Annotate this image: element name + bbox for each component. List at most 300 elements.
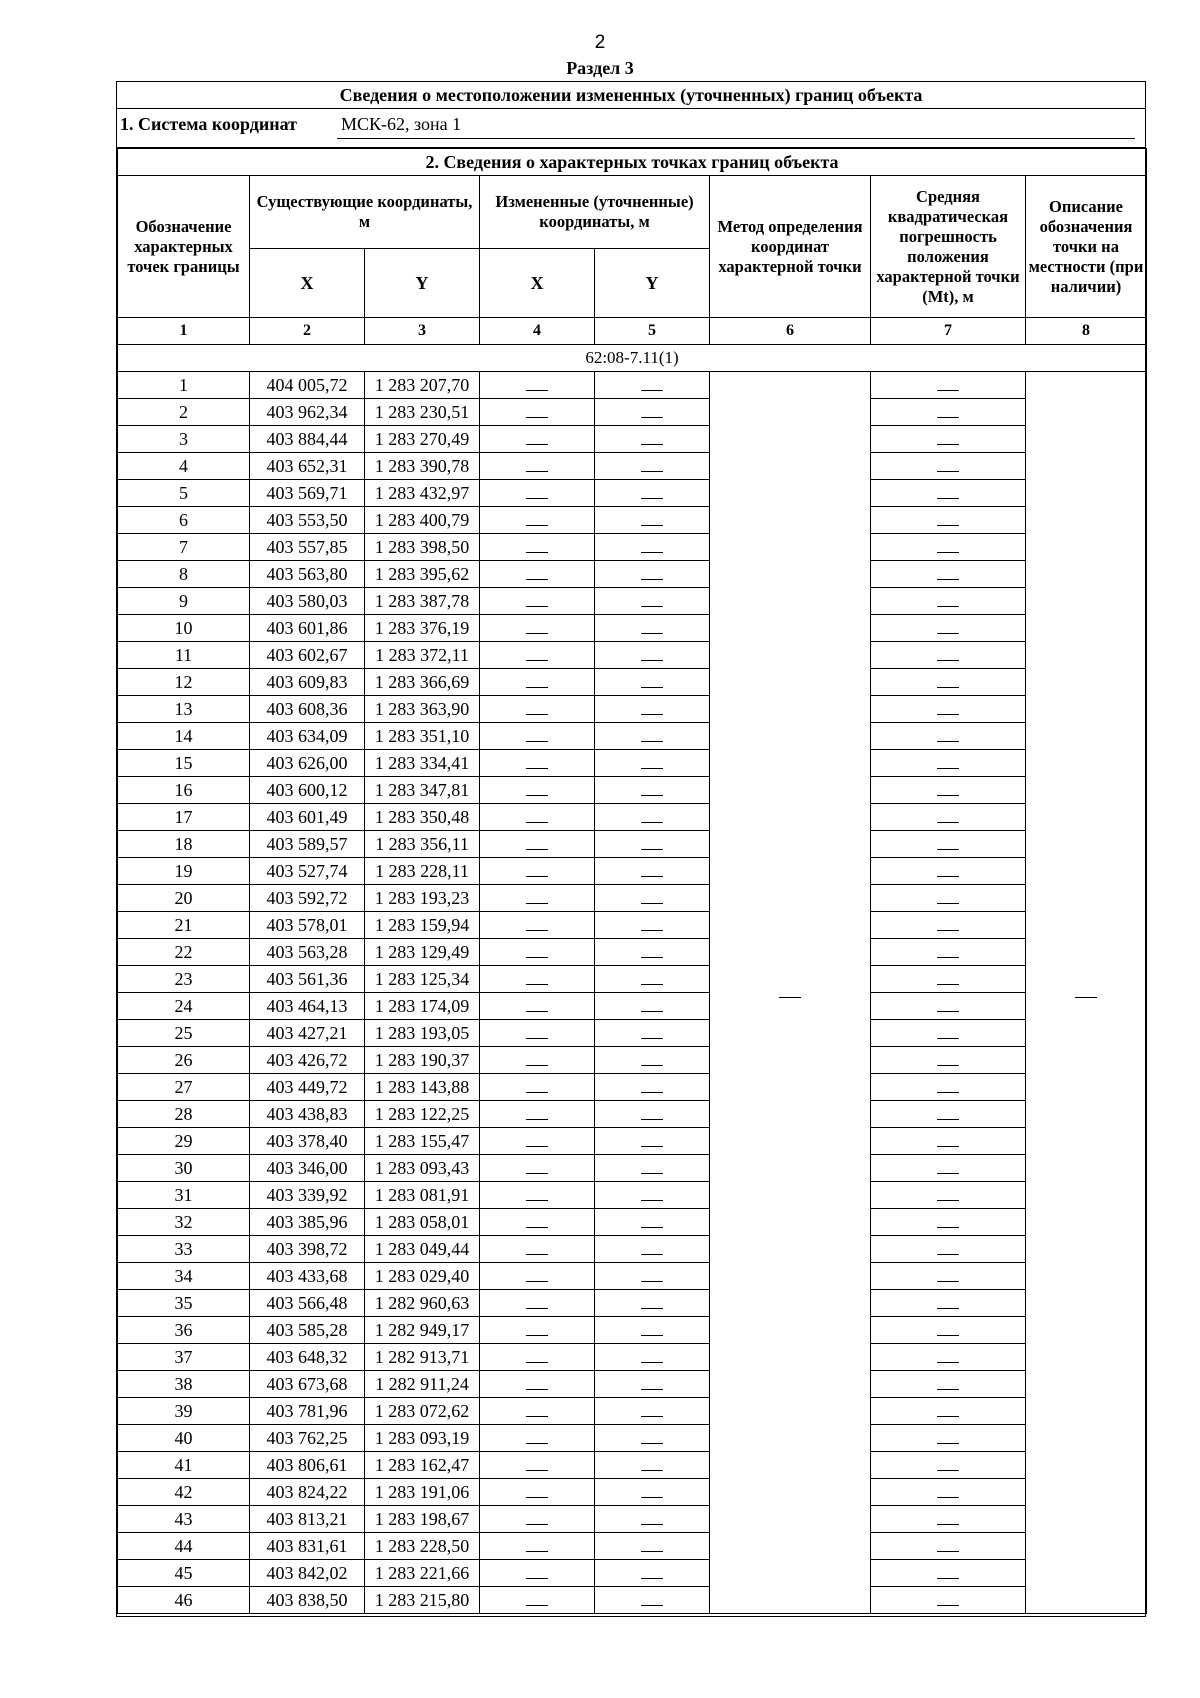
dash-mark xyxy=(937,822,959,823)
mean-error xyxy=(871,1533,1026,1560)
existing-x: 403 557,85 xyxy=(250,534,365,561)
dash-mark xyxy=(937,1038,959,1039)
existing-y: 1 283 395,62 xyxy=(365,561,480,588)
point-number: 34 xyxy=(118,1263,250,1290)
mean-error xyxy=(871,561,1026,588)
changed-y xyxy=(595,399,710,426)
table-row xyxy=(118,1290,1147,1317)
changed-y xyxy=(595,507,710,534)
changed-y xyxy=(595,1398,710,1425)
point-number: 8 xyxy=(118,561,250,588)
cadastral-group-label: 62:08-7.11(1) xyxy=(118,345,1147,372)
changed-x xyxy=(480,534,595,561)
changed-y xyxy=(595,966,710,993)
existing-x: 404 005,72 xyxy=(250,372,365,399)
dash-mark xyxy=(526,1308,548,1309)
existing-y: 1 283 350,48 xyxy=(365,804,480,831)
table-row xyxy=(118,669,1147,696)
existing-x: 403 438,83 xyxy=(250,1101,365,1128)
dash-mark xyxy=(641,1551,663,1552)
dash-mark xyxy=(641,768,663,769)
dash-mark xyxy=(641,525,663,526)
dash-mark xyxy=(937,444,959,445)
dash-mark xyxy=(526,903,548,904)
table-row xyxy=(118,615,1147,642)
changed-x xyxy=(480,642,595,669)
mean-error xyxy=(871,1317,1026,1344)
points-section-title: 2. Сведения о характерных точках границ объекта xyxy=(118,149,1147,176)
mean-error xyxy=(871,1452,1026,1479)
point-number: 14 xyxy=(118,723,250,750)
existing-x: 403 527,74 xyxy=(250,858,365,885)
dash-mark xyxy=(641,1389,663,1390)
changed-y xyxy=(595,1371,710,1398)
existing-x: 403 842,02 xyxy=(250,1560,365,1587)
point-number: 7 xyxy=(118,534,250,561)
existing-x: 403 378,40 xyxy=(250,1128,365,1155)
mean-error xyxy=(871,804,1026,831)
changed-y xyxy=(595,804,710,831)
point-number: 46 xyxy=(118,1587,250,1614)
point-number: 33 xyxy=(118,1236,250,1263)
existing-y: 1 283 143,88 xyxy=(365,1074,480,1101)
header-method: Метод определения координат характерной точки xyxy=(710,176,871,318)
mean-error xyxy=(871,1209,1026,1236)
changed-x xyxy=(480,588,595,615)
table-row xyxy=(118,939,1147,966)
existing-y: 1 283 432,97 xyxy=(365,480,480,507)
changed-x xyxy=(480,1128,595,1155)
changed-x xyxy=(480,696,595,723)
changed-y xyxy=(595,561,710,588)
dash-mark xyxy=(526,1281,548,1282)
changed-x xyxy=(480,1209,595,1236)
changed-y xyxy=(595,588,710,615)
table-row xyxy=(118,885,1147,912)
existing-x: 403 602,67 xyxy=(250,642,365,669)
changed-y xyxy=(595,1506,710,1533)
mean-error xyxy=(871,1101,1026,1128)
dash-mark xyxy=(526,1119,548,1120)
changed-y xyxy=(595,1425,710,1452)
point-number: 21 xyxy=(118,912,250,939)
changed-x xyxy=(480,1236,595,1263)
point-number: 11 xyxy=(118,642,250,669)
existing-y: 1 283 366,69 xyxy=(365,669,480,696)
point-number: 19 xyxy=(118,858,250,885)
existing-y: 1 283 122,25 xyxy=(365,1101,480,1128)
changed-y xyxy=(595,1020,710,1047)
changed-x xyxy=(480,1344,595,1371)
dash-mark xyxy=(1075,997,1097,998)
changed-x xyxy=(480,399,595,426)
existing-x: 403 433,68 xyxy=(250,1263,365,1290)
mean-error xyxy=(871,372,1026,399)
table-row xyxy=(118,858,1147,885)
point-number: 10 xyxy=(118,615,250,642)
column-number: 8 xyxy=(1026,318,1147,345)
point-number: 24 xyxy=(118,993,250,1020)
changed-y xyxy=(595,480,710,507)
existing-y: 1 283 193,23 xyxy=(365,885,480,912)
changed-x xyxy=(480,993,595,1020)
table-row xyxy=(118,1074,1147,1101)
changed-y xyxy=(595,858,710,885)
point-number: 9 xyxy=(118,588,250,615)
underline xyxy=(337,138,1135,139)
dash-mark xyxy=(937,1497,959,1498)
table-row xyxy=(118,723,1147,750)
mean-error xyxy=(871,534,1026,561)
dash-mark xyxy=(526,1065,548,1066)
changed-x xyxy=(480,1587,595,1614)
dash-mark xyxy=(641,660,663,661)
dash-mark xyxy=(641,417,663,418)
column-number: 2 xyxy=(250,318,365,345)
mean-error xyxy=(871,1236,1026,1263)
existing-y: 1 283 125,34 xyxy=(365,966,480,993)
point-number: 36 xyxy=(118,1317,250,1344)
mean-error xyxy=(871,1290,1026,1317)
existing-x: 403 589,57 xyxy=(250,831,365,858)
existing-x: 403 346,00 xyxy=(250,1155,365,1182)
point-number: 6 xyxy=(118,507,250,534)
table-row xyxy=(118,426,1147,453)
mean-error xyxy=(871,1506,1026,1533)
dash-mark xyxy=(641,606,663,607)
table-row xyxy=(118,804,1147,831)
dash-mark xyxy=(641,1443,663,1444)
table-row xyxy=(118,993,1147,1020)
changed-y xyxy=(595,372,710,399)
dash-mark xyxy=(641,579,663,580)
mean-error xyxy=(871,1479,1026,1506)
point-number: 26 xyxy=(118,1047,250,1074)
point-number: 44 xyxy=(118,1533,250,1560)
point-number: 16 xyxy=(118,777,250,804)
existing-y: 1 283 191,06 xyxy=(365,1479,480,1506)
changed-y xyxy=(595,1587,710,1614)
existing-x: 403 813,21 xyxy=(250,1506,365,1533)
column-number: 4 xyxy=(480,318,595,345)
dash-mark xyxy=(641,1200,663,1201)
point-number: 39 xyxy=(118,1398,250,1425)
dash-mark xyxy=(641,687,663,688)
dash-mark xyxy=(937,498,959,499)
table-row xyxy=(118,588,1147,615)
page-number: 2 xyxy=(594,32,606,53)
dash-mark xyxy=(937,1605,959,1606)
existing-y: 1 283 207,70 xyxy=(365,372,480,399)
changed-y xyxy=(595,1452,710,1479)
mean-error xyxy=(871,1398,1026,1425)
dash-mark xyxy=(937,795,959,796)
dash-mark xyxy=(526,1416,548,1417)
existing-y: 1 283 129,49 xyxy=(365,939,480,966)
dash-mark xyxy=(641,1065,663,1066)
dash-mark xyxy=(641,1416,663,1417)
coordinate-system-row xyxy=(117,109,1145,148)
existing-y: 1 283 363,90 xyxy=(365,696,480,723)
point-number: 32 xyxy=(118,1209,250,1236)
changed-x xyxy=(480,561,595,588)
changed-y xyxy=(595,723,710,750)
existing-y: 1 283 159,94 xyxy=(365,912,480,939)
dash-mark xyxy=(526,876,548,877)
mean-error xyxy=(871,723,1026,750)
existing-x: 403 464,13 xyxy=(250,993,365,1020)
point-number: 5 xyxy=(118,480,250,507)
existing-y: 1 283 400,79 xyxy=(365,507,480,534)
point-number: 4 xyxy=(118,453,250,480)
existing-y: 1 283 174,09 xyxy=(365,993,480,1020)
existing-x: 403 762,25 xyxy=(250,1425,365,1452)
changed-x xyxy=(480,1452,595,1479)
changed-y xyxy=(595,1290,710,1317)
existing-y: 1 283 081,91 xyxy=(365,1182,480,1209)
dash-mark xyxy=(937,552,959,553)
existing-y: 1 283 376,19 xyxy=(365,615,480,642)
existing-x: 403 648,32 xyxy=(250,1344,365,1371)
dash-mark xyxy=(526,1146,548,1147)
existing-y: 1 282 911,24 xyxy=(365,1371,480,1398)
existing-y: 1 283 049,44 xyxy=(365,1236,480,1263)
existing-x: 403 601,86 xyxy=(250,615,365,642)
dash-mark xyxy=(526,1362,548,1363)
changed-y xyxy=(595,1128,710,1155)
existing-x: 403 385,96 xyxy=(250,1209,365,1236)
existing-x: 403 563,28 xyxy=(250,939,365,966)
dash-mark xyxy=(526,606,548,607)
dash-mark xyxy=(641,1173,663,1174)
dash-mark xyxy=(526,1173,548,1174)
dash-mark xyxy=(526,822,548,823)
dash-mark xyxy=(641,1092,663,1093)
existing-x: 403 553,50 xyxy=(250,507,365,534)
existing-y: 1 283 215,80 xyxy=(365,1587,480,1614)
point-number: 31 xyxy=(118,1182,250,1209)
dash-mark xyxy=(526,444,548,445)
mean-error xyxy=(871,1263,1026,1290)
existing-y: 1 283 221,66 xyxy=(365,1560,480,1587)
mean-error xyxy=(871,507,1026,534)
existing-x: 403 634,09 xyxy=(250,723,365,750)
changed-y xyxy=(595,1209,710,1236)
table-row xyxy=(118,696,1147,723)
dash-mark xyxy=(937,1200,959,1201)
changed-y xyxy=(595,1533,710,1560)
dash-mark xyxy=(641,1524,663,1525)
method-merged xyxy=(710,372,871,1614)
mean-error xyxy=(871,1182,1026,1209)
existing-x: 403 578,01 xyxy=(250,912,365,939)
mean-error xyxy=(871,1074,1026,1101)
point-number: 35 xyxy=(118,1290,250,1317)
table-row xyxy=(118,912,1147,939)
table-row xyxy=(118,1101,1147,1128)
changed-x xyxy=(480,1020,595,1047)
dash-mark xyxy=(526,957,548,958)
dash-mark xyxy=(526,390,548,391)
table-row xyxy=(118,1587,1147,1614)
existing-x: 403 831,61 xyxy=(250,1533,365,1560)
existing-x: 403 580,03 xyxy=(250,588,365,615)
dash-mark xyxy=(641,1470,663,1471)
point-number: 23 xyxy=(118,966,250,993)
changed-y xyxy=(595,426,710,453)
dash-mark xyxy=(937,1173,959,1174)
changed-y xyxy=(595,1236,710,1263)
changed-y xyxy=(595,750,710,777)
table-row xyxy=(118,750,1147,777)
changed-x xyxy=(480,1155,595,1182)
coordinate-system-value: МСК-62, зона 1 xyxy=(341,114,462,134)
dash-mark xyxy=(641,984,663,985)
dash-mark xyxy=(937,1227,959,1228)
changed-x xyxy=(480,1560,595,1587)
changed-x xyxy=(480,1425,595,1452)
changed-y xyxy=(595,642,710,669)
point-number: 43 xyxy=(118,1506,250,1533)
existing-x: 403 561,36 xyxy=(250,966,365,993)
dash-mark xyxy=(526,1011,548,1012)
table-row xyxy=(118,399,1147,426)
dash-mark xyxy=(937,849,959,850)
dash-mark xyxy=(526,552,548,553)
dash-mark xyxy=(526,849,548,850)
table-row xyxy=(118,1317,1147,1344)
existing-x: 403 592,72 xyxy=(250,885,365,912)
point-number: 38 xyxy=(118,1371,250,1398)
dash-mark xyxy=(937,471,959,472)
dash-mark xyxy=(937,957,959,958)
point-number: 25 xyxy=(118,1020,250,1047)
existing-y: 1 283 093,19 xyxy=(365,1425,480,1452)
point-number: 37 xyxy=(118,1344,250,1371)
existing-x: 403 626,00 xyxy=(250,750,365,777)
existing-y: 1 283 198,67 xyxy=(365,1506,480,1533)
changed-x xyxy=(480,1479,595,1506)
point-number: 22 xyxy=(118,939,250,966)
table-row xyxy=(118,480,1147,507)
column-number: 5 xyxy=(595,318,710,345)
point-number: 15 xyxy=(118,750,250,777)
changed-x xyxy=(480,966,595,993)
table-row xyxy=(118,1452,1147,1479)
dash-mark xyxy=(937,768,959,769)
dash-mark xyxy=(937,1389,959,1390)
header-existing-x: X xyxy=(250,249,365,318)
changed-y xyxy=(595,1155,710,1182)
existing-x: 403 339,92 xyxy=(250,1182,365,1209)
dash-mark xyxy=(937,741,959,742)
mean-error xyxy=(871,1128,1026,1155)
changed-x xyxy=(480,1533,595,1560)
table-row xyxy=(118,1047,1147,1074)
dash-mark xyxy=(641,1605,663,1606)
dash-mark xyxy=(526,714,548,715)
changed-x xyxy=(480,1506,595,1533)
dash-mark xyxy=(937,1470,959,1471)
point-number: 1 xyxy=(118,372,250,399)
dash-mark xyxy=(937,1254,959,1255)
mean-error xyxy=(871,1587,1026,1614)
section-title: Раздел 3 xyxy=(566,58,634,78)
dash-mark xyxy=(641,1011,663,1012)
changed-x xyxy=(480,1101,595,1128)
dash-mark xyxy=(641,1227,663,1228)
table-row xyxy=(118,1398,1147,1425)
changed-x xyxy=(480,777,595,804)
table-row xyxy=(118,561,1147,588)
dash-mark xyxy=(641,444,663,445)
dash-mark xyxy=(526,984,548,985)
existing-y: 1 283 058,01 xyxy=(365,1209,480,1236)
changed-y xyxy=(595,1101,710,1128)
dash-mark xyxy=(937,1281,959,1282)
existing-x: 403 601,49 xyxy=(250,804,365,831)
changed-y xyxy=(595,1074,710,1101)
changed-x xyxy=(480,858,595,885)
table-row xyxy=(118,1182,1147,1209)
dash-mark xyxy=(641,390,663,391)
existing-x: 403 566,48 xyxy=(250,1290,365,1317)
header-existing-coordinates: Существующие координаты, м xyxy=(250,176,480,249)
column-number: 6 xyxy=(710,318,871,345)
mean-error xyxy=(871,912,1026,939)
existing-y: 1 283 155,47 xyxy=(365,1128,480,1155)
changed-y xyxy=(595,885,710,912)
dash-mark xyxy=(526,1335,548,1336)
existing-x: 403 608,36 xyxy=(250,696,365,723)
header-description: Описание обозначения точки на местности (при наличии) xyxy=(1026,176,1147,318)
dash-mark xyxy=(526,1038,548,1039)
mean-error xyxy=(871,399,1026,426)
point-number: 41 xyxy=(118,1452,250,1479)
dash-mark xyxy=(937,1065,959,1066)
dash-mark xyxy=(641,714,663,715)
dash-mark xyxy=(937,903,959,904)
dash-mark xyxy=(641,741,663,742)
dash-mark xyxy=(641,1038,663,1039)
point-number: 17 xyxy=(118,804,250,831)
changed-x xyxy=(480,480,595,507)
table-row xyxy=(118,507,1147,534)
table-row xyxy=(118,831,1147,858)
point-number: 13 xyxy=(118,696,250,723)
mean-error xyxy=(871,1020,1026,1047)
changed-x xyxy=(480,885,595,912)
dash-mark xyxy=(641,1335,663,1336)
dash-mark xyxy=(526,1254,548,1255)
existing-y: 1 283 029,40 xyxy=(365,1263,480,1290)
dash-mark xyxy=(937,579,959,580)
existing-y: 1 283 351,10 xyxy=(365,723,480,750)
table-row xyxy=(118,1479,1147,1506)
mean-error xyxy=(871,588,1026,615)
dash-mark xyxy=(641,957,663,958)
changed-x xyxy=(480,750,595,777)
dash-mark xyxy=(641,498,663,499)
column-number: 7 xyxy=(871,318,1026,345)
changed-y xyxy=(595,669,710,696)
dash-mark xyxy=(526,525,548,526)
changed-y xyxy=(595,993,710,1020)
table-row xyxy=(118,453,1147,480)
changed-y xyxy=(595,1317,710,1344)
dash-mark xyxy=(641,1254,663,1255)
changed-y xyxy=(595,534,710,561)
